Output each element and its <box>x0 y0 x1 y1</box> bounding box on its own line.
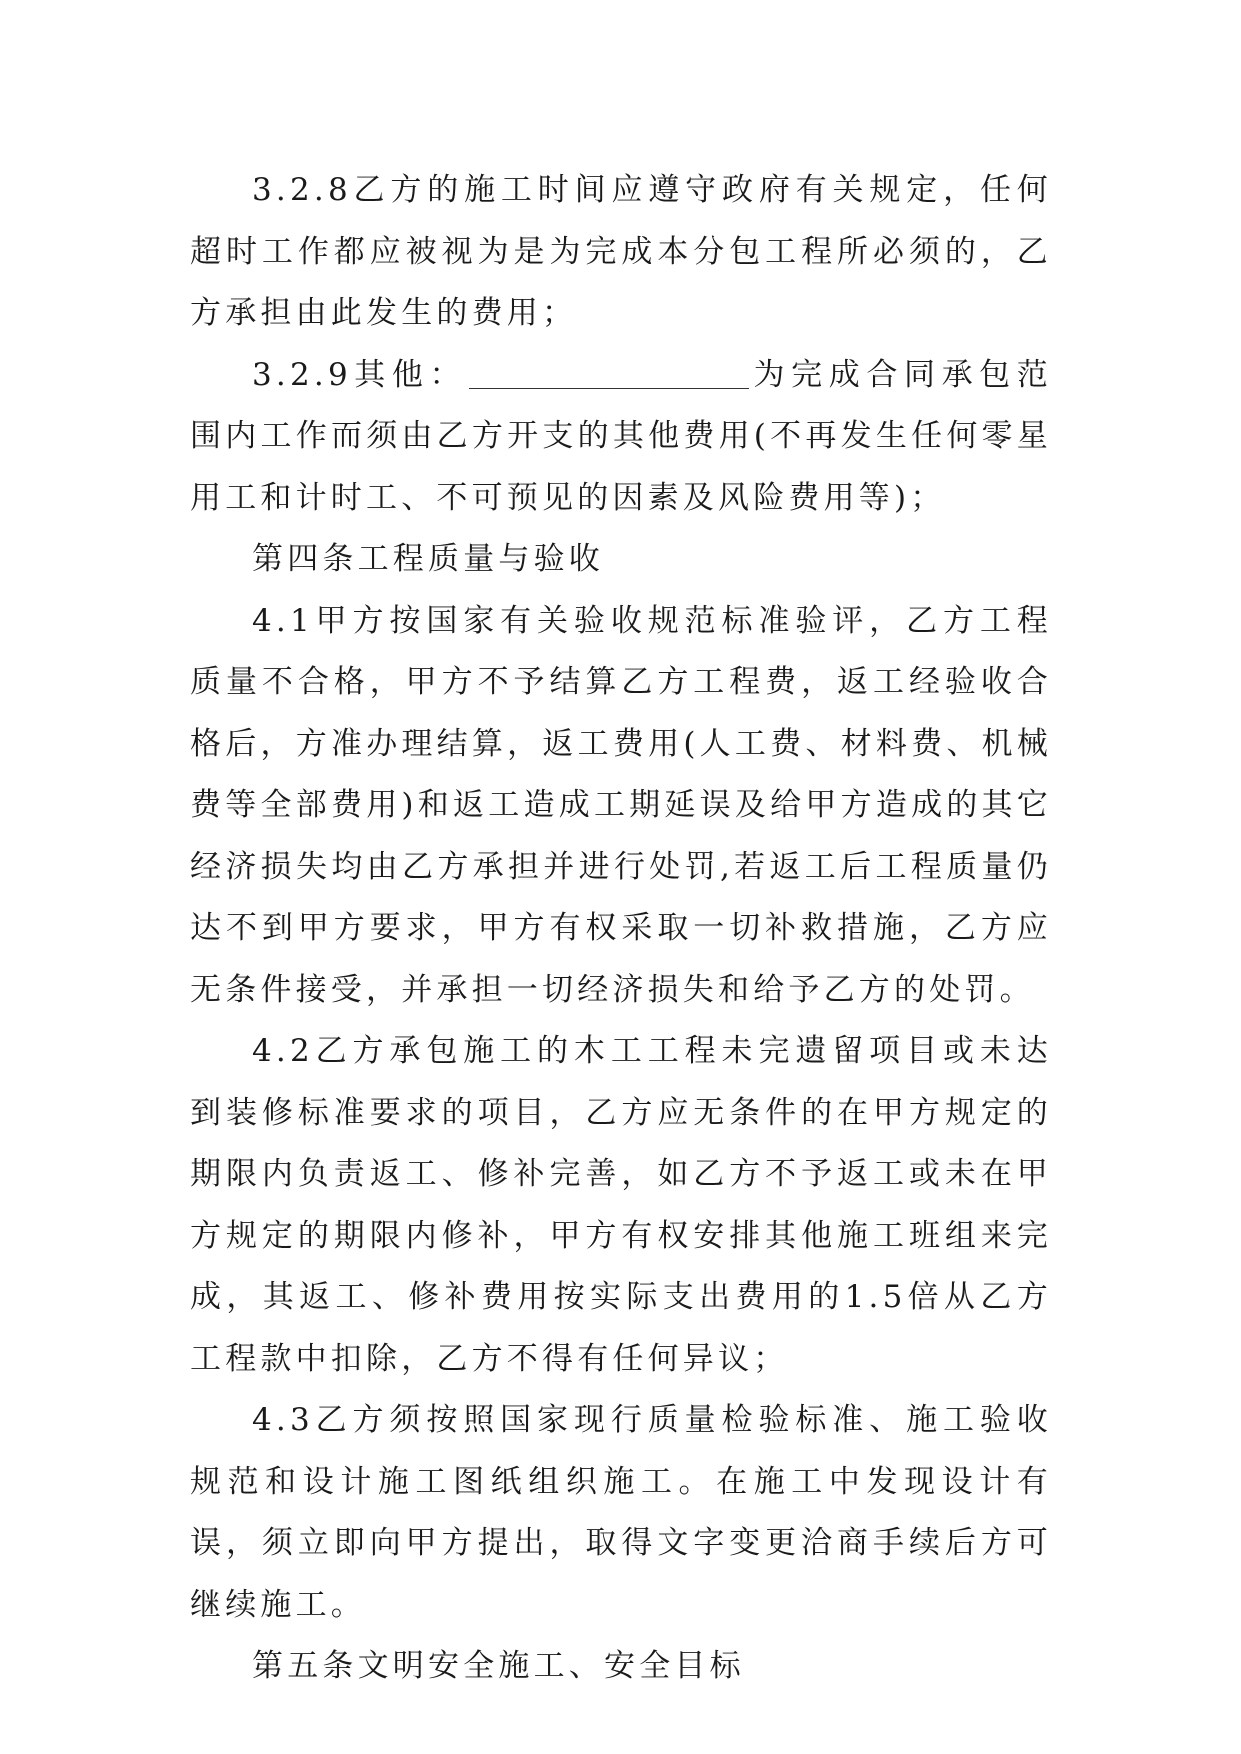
clause-3-2-9-text: 为完成合同承包范围内工作而须由乙方开支的其他费用(不再发生任何零星用工和计时工、不可预见的因素及风险费用等)； <box>190 356 1052 516</box>
document-body <box>190 160 1052 1698</box>
fill-in-blank <box>469 358 749 389</box>
clause-4-3: 4.3乙方须按照国家现行质量检验标准、施工验收规范和设计施工图纸组织施工。在施工中发现设计有误，须立即向甲方提出，取得文字变更洽商手续后方可继续施工。 <box>190 1402 1052 1623</box>
article-5-heading: 第五条文明安全施工、安全目标 <box>252 1648 745 1684</box>
clause-4-2: 4.2乙方承包施工的木工工程未完遗留项目或未达到装修标准要求的项目，乙方应无条件的在甲方规定的期限内负责返工、修补完善，如乙方不予返工或未在甲方规定的期限内修补，甲方有权安排其他施工班组来完成，其返工、修补费用按实际支出费用的1.5倍从乙方工程款中扣除，乙方不得有任何异议； <box>190 1033 1052 1377</box>
clause-4-1: 4.1甲方按国家有关验收规范标准验评，乙方工程质量不合格，甲方不予结算乙方工程费，返工经验收合格后，方准办理结算，返工费用(人工费、材料费、机械费等全部费用)和返工造成工期延误及给甲方造成的其它经济损失均由乙方承担并进行处罚,若返工后工程质量仍达不到甲方要求，甲方有权采取一切补救措施，乙方应无条件接受，并承担一切经济损失和给予乙方的处罚。 <box>190 602 1052 1008</box>
article-4-heading: 第四条工程质量与验收 <box>252 541 604 577</box>
clause-3-2-9 <box>190 345 1052 530</box>
clause-3-2-8: 3.2.8乙方的施工时间应遵守政府有关规定，任何超时工作都应被视为是为完成本分包工程所必须的，乙方承担由此发生的费用； <box>190 172 1052 331</box>
clause-3-2-9-prefix: 3.2.9其他： <box>252 356 468 393</box>
